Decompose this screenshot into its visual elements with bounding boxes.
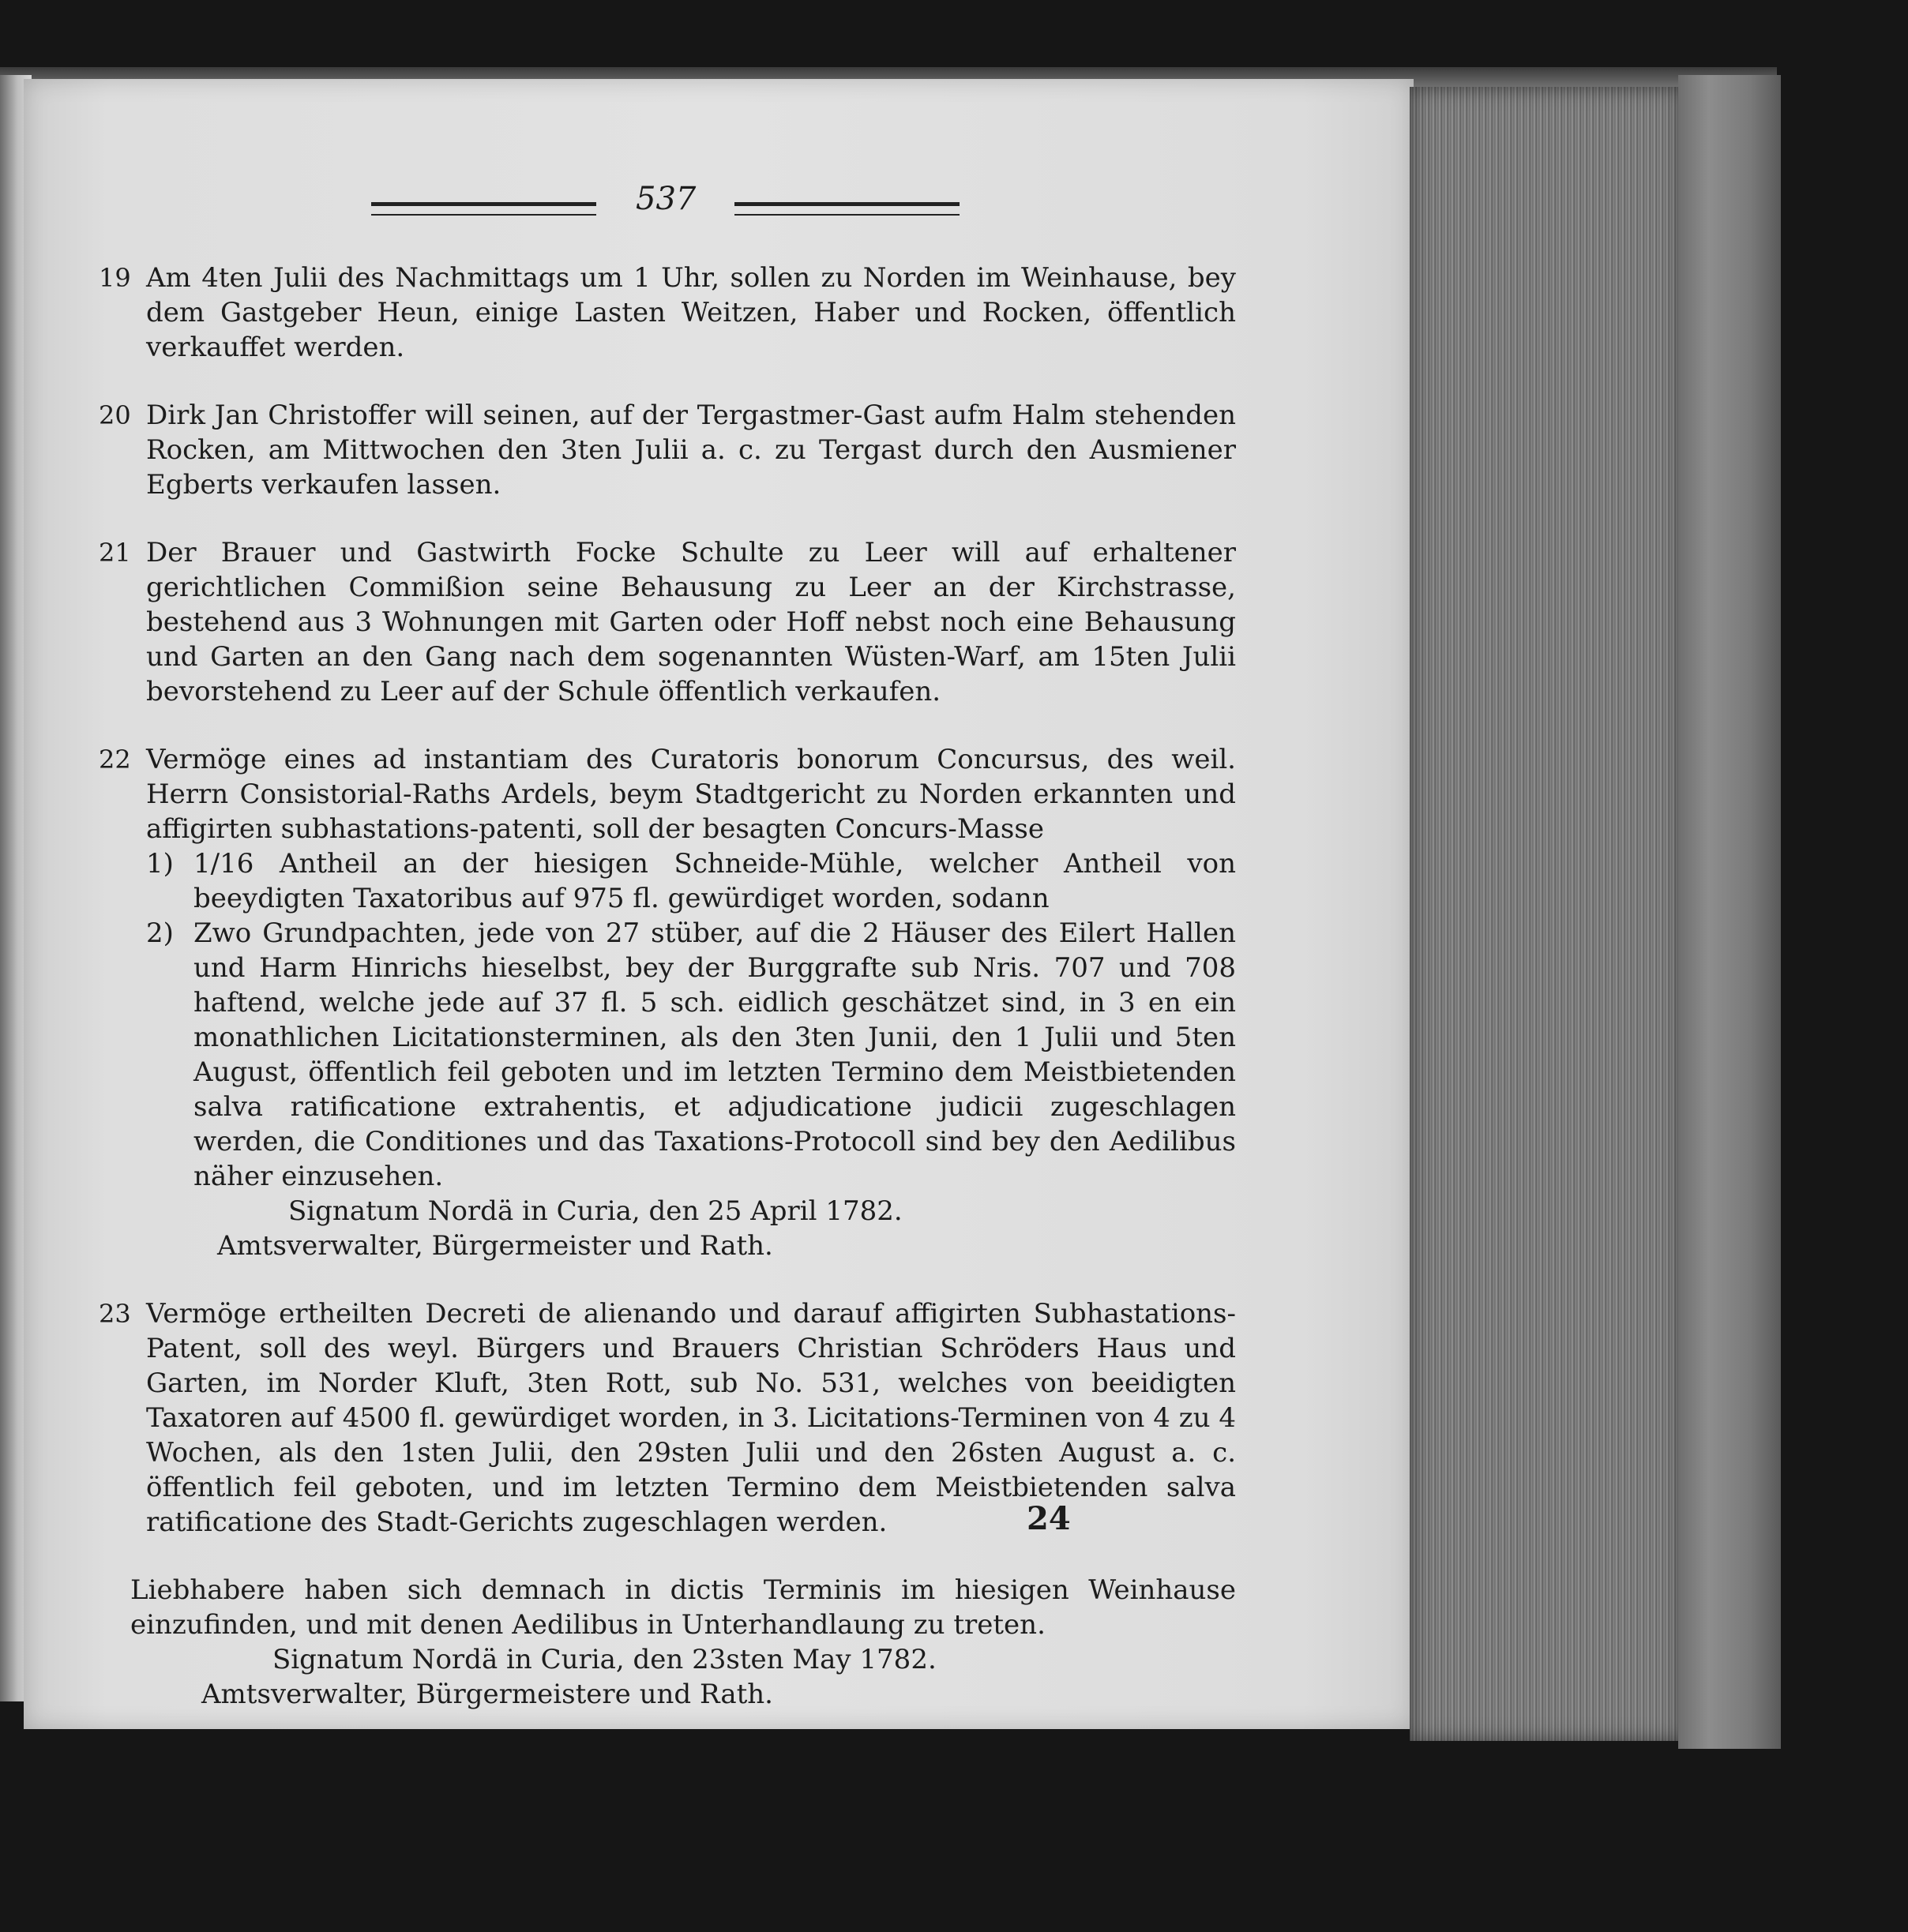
entry-text: Vermöge ertheilten Decreti de alienando und darauf affigirten Subhastations-Patent, soll des weyl. Bürgers und Brauers Christian Schröders Haus und Garten, im Norder Kluft, 3ten Rott, sub No. 531, welches von beeidigten Taxatoren auf 4500 fl. gewürdiget worden, in 3. Licitations-Terminen von 4 zu 4 Wochen, als den 1sten Julii, den 29sten Julii und den 26sten August a. c. öffentlich feil geboten, und im letzten Termino dem Meistbietenden salva ratificatione des Stadt-Gerichts zugeschlagen werden. [146,1298,1236,1538]
entry-text: Am 4ten Julii des Nachmittags um 1 Uhr, sollen zu Norden im Weinhause, bey dem Gastgeber Heun, einige Lasten Weitzen, Haber und Rocken, öffentlich verkauffet werden. [146,262,1236,363]
closing-signature-place: Signatum Nordä in Curia, den 23sten May 1782. [272,1644,937,1675]
page-content [99,182,1236,1712]
entry-20 [99,398,1236,502]
header-rule-right [734,202,960,216]
signature-place: Signatum Nordä in Curia, den 25 April 1782. [288,1195,903,1227]
entry-22 [99,742,1236,1263]
subitem-text: 1/16 Antheil an der hiesigen Schneide-Mühle, welcher Antheil von beeydigten Taxatoribus auf 975 fl. gewürdiget worden, sodann [193,848,1236,914]
entry-number: 20 [99,400,131,430]
entry-text: Der Brauer und Gastwirth Focke Schulte zu Leer will auf erhaltener gerichtlichen Commißion seine Behausung zu Leer an der Kirchstrasse, bestehend aus 3 Wohnungen mit Garten oder Hoff nebst noch eine Behausung und Garten an den Gang nach dem sogenannten Wüsten-Warf, am 15ten Julii bevorstehend zu Leer auf der Schule öffentlich verkaufen. [146,537,1236,707]
entry-number: 19 [99,263,131,293]
entry-text: Vermöge eines ad instantiam des Curatoris bonorum Concursus, des weil. Herrn Consistorial-Raths Ardels, beym Stadtgericht zu Norden erkannten und affigirten subhastations-patenti, soll der besagten Concurs-Masse [146,744,1236,845]
subitem-text: Zwo Grundpachten, jede von 27 stüber, auf die 2 Häuser des Eilert Hallen und Harm Hinrichs hieselbst, bey der Burggrafte sub Nris. 707 und 708 haftend, welche jede auf 37 fl. 5 sch. eidlich geschätzet sind, in 3 en ein monathlichen Licitationsterminen, als den 3ten Junii, den 1 Julii und 5ten August, öffentlich feil geboten und im letzten Termino dem Meistbietenden salva ratificatione extrahentis, et adjudicatione judicii zugeschlagen werden, die Conditiones und das Taxations-Protocoll sind bey den Aedilibus näher einzusehen. [193,917,1236,1192]
closing-text: Liebhabere haben sich demnach in dictis Terminis im hiesigen Weinhause einzufinden, und mit denen Aedilibus in Unterhandlaung zu treten. [130,1574,1236,1641]
closing-signature-names: Amtsverwalter, Bürgermeistere und Rath. [201,1679,773,1710]
page-number: 537 [636,181,697,217]
header-rule-left [371,202,596,216]
entry-21 [99,535,1236,709]
page-block-edges [1410,87,1682,1741]
entry-22-subitem-2 [146,916,1236,1194]
page-header [99,182,1236,229]
signature-names: Amtsverwalter, Bürgermeister und Rath. [217,1230,773,1262]
entry-number: 21 [99,538,131,568]
subitem-number: 2) [146,917,174,949]
book-cover [1678,75,1781,1749]
catchword: 24 [1027,1500,1071,1537]
entry-number: 23 [99,1299,131,1329]
closing-notice [130,1573,1236,1712]
entry-22-subitem-1 [146,846,1236,916]
subitem-number: 1) [146,848,174,880]
entry-19 [99,261,1236,365]
entry-text: Dirk Jan Christoffer will seinen, auf der Tergastmer-Gast aufm Halm stehenden Rocken, am Mittwochen den 3ten Julii a. c. zu Tergast durch den Ausmiener Egberts verkaufen lassen. [146,400,1236,501]
entry-number: 22 [99,745,131,775]
